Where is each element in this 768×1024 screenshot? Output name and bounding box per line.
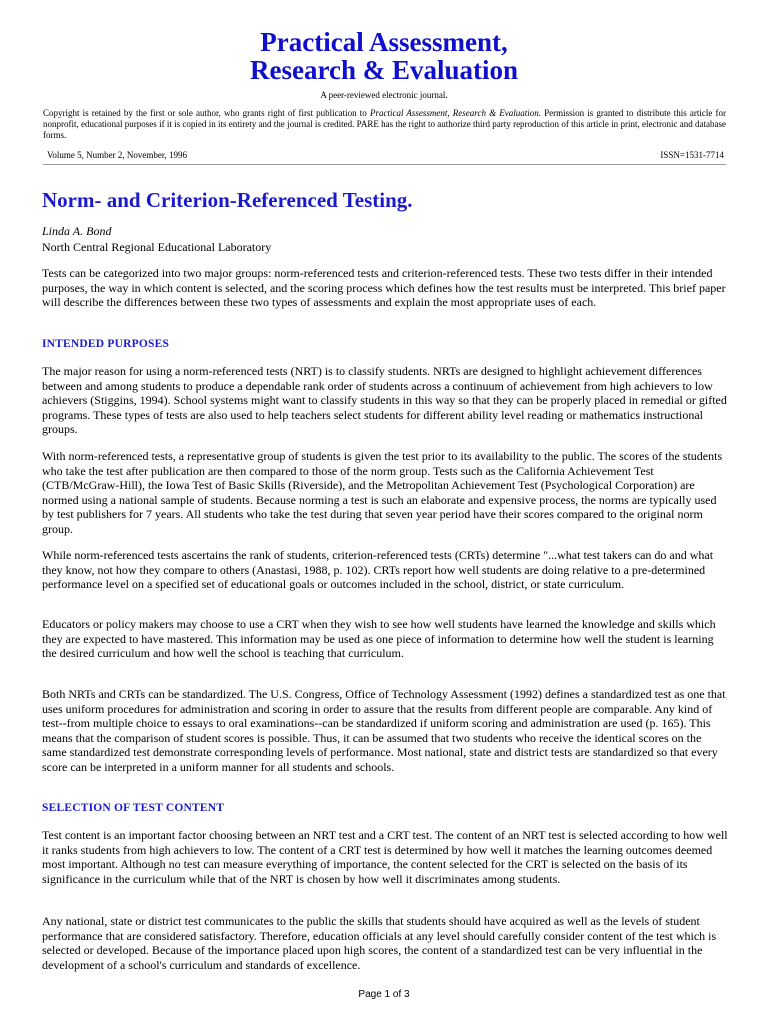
copyright-journal-name: Practical Assessment, Research & Evaluation [369, 108, 539, 118]
body-paragraph-4: Educators or policy makers may choose to use a CRT when they wish to see how well students have learned the knowledge and skills which they are expected to have mastered. This information may be used as one piece of information to determine how well the student is learning the desired curriculum and how well the school is teaching that curriculum. [42, 617, 716, 660]
journal-masthead [0, 28, 768, 84]
page-number-footer: Page 1 of 3 [358, 989, 410, 1000]
section-heading-intended-purposes: INTENDED PURPOSES [42, 338, 170, 350]
section-heading-selection-of-test-content: SELECTION OF TEST CONTENT [42, 802, 225, 814]
copyright-notice [43, 108, 726, 141]
issn-info: ISSN=1531-7714 [660, 150, 724, 160]
body-paragraph-2: With norm-referenced tests, a representative group of students is given the test prior to its availability to the public. The scores of the students who take the test after publication are then compared to those of the norm group. Tests such as the California Achievement Test (CTB/McGraw-Hill), the Iowa Test of Basic Skills (Riverside), and the Metropolitan Achievement Test (Psychological Corporation) are normed using a national sample of students. Because norming a test is such an elaborate and expensive process, the norms are typically used by test publishers for 7 years. All students who take the test during that seven year period have their scores compared to the original norm group. [42, 449, 723, 536]
body-paragraph-5: Both NRTs and CRTs can be standardized. The U.S. Congress, Office of Technology Assessment (1992) defines a standardized test as one that uses uniform procedures for administration and scoring in order to assure that the results from different people are comparable. Any kind of test--from multiple choice to essays to oral examinations--can be standardized if uniform scoring and administration are used (p. 165). This means that the comparison of student scores is possible. Thus, it can be assumed that two students who receive the identical scores on the same standardized test demonstrate corresponding levels of performance. Most national, state and district tests are standardized so that every score can be interpreted in a uniform manner for all students and schools. [42, 687, 726, 774]
body-paragraph-6: Test content is an important factor choosing between an NRT test and a CRT test. The content of an NRT test is selected according to how well it ranks students from high achievers to low. The content of a CRT test is determined by how well it matches the learning outcomes deemed most important. Although no test can measure everything of importance, the content selected for the CRT is selected on the basis of its significance in the curriculum while that of the NRT is chosen by how well it discriminates among students. [42, 828, 728, 886]
volume-info: Volume 5, Number 2, November, 1996 [47, 150, 187, 160]
body-paragraph-1: The major reason for using a norm-referenced tests (NRT) is to classify students. NRTs are designed to highlight achievement differences between and among students to produce a dependable rank order of students across a continuum of achievement from high achievers to low achievers (Stiggins, 1994). School systems might want to classify students in this way so that they can be properly placed in remedial or gifted programs. These types of tests are also used to help teachers select students for different ability level reading or mathematics instructional groups. [42, 364, 727, 436]
copyright-text-end: . Permission is granted to distribute this article for nonprofit, educational purposes if it is copied in its entirety and the journal is credited. PARE has the right to authorize third party reproduction of this article in print, electronic and database forms. [43, 108, 726, 140]
journal-title-line-2: Research & Evaluation [250, 55, 518, 85]
author-name: Linda A. Bond [42, 224, 112, 238]
issue-info-row [47, 150, 724, 161]
header-divider [43, 164, 726, 165]
journal-tagline: A peer-reviewed electronic journal. [320, 90, 448, 100]
intro-paragraph: Tests can be categorized into two major groups: norm-referenced tests and criterion-referenced tests. These two tests differ in their intended purposes, the way in which content is selected, and the scoring process which defines how the test results must be interpreted. This brief paper will describe the differences between these two types of assessments and explain the most appropriate uses of each. [42, 266, 726, 309]
body-paragraph-7: Any national, state or district test communicates to the public the skills that students should have acquired as well as the levels of student performance that are considered satisfactory. Therefore, education officials at any level should carefully consider content of the test which is selected or developed. Because of the importance placed upon high scores, the content of a standardized test can be very influential in the development of a school's curriculum and standards of excellence. [42, 914, 717, 972]
article-title: Norm- and Criterion-Referenced Testing. [42, 188, 413, 212]
author-affiliation: North Central Regional Educational Laboratory [42, 240, 272, 254]
copyright-text-start: Copyright is retained by the first or sole author, who grants right of first publication to [43, 108, 370, 118]
journal-title-line-1: Practical Assessment, [260, 27, 508, 57]
body-paragraph-3: While norm-referenced tests ascertains the rank of students, criterion-referenced tests (CRTs) determine "...what test takers can do and what they know, not how they compare to others (Anastasi, 1988, p. 102). CRTs report how well students are doing relative to a pre-determined performance level on a specified set of educational goals or outcomes included in the school, district, or state curriculum. [42, 548, 714, 591]
